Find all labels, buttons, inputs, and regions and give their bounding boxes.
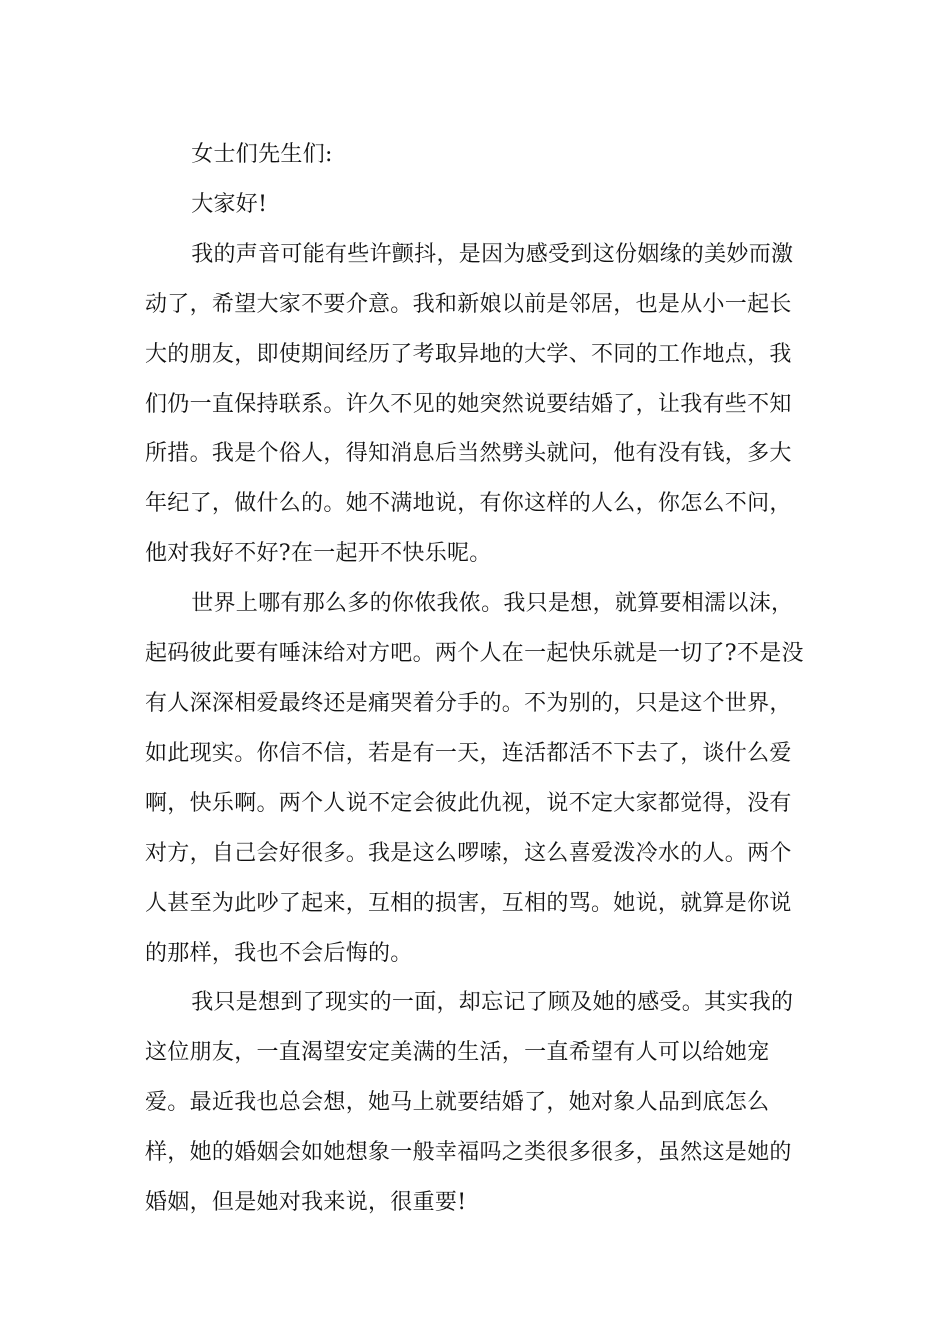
paragraph-2: 世界上哪有那么多的你侬我侬。我只是想，就算要相濡以沫，起码彼此要有唾沫给对方吧。两个人在一起快乐就是一切了?不是没有人深深相爱最终还是痛哭着分手的。不为别的，只是这个世界，如此现实。你信不信，若是有一天，连活都活不下去了，谈什么爱啊，快乐啊。两个人说不定会彼此仇视，说不定大家都觉得，没有对方，自己会好很多。我是这么啰嗦，这么喜爱泼冷水的人。两个人甚至为此吵了起来，互相的损害，互相的骂。她说，就算是你说的那样，我也不会后悔的。 <box>145 591 804 966</box>
salutation: 女士们先生们: <box>191 142 333 167</box>
paragraph-3: 我只是想到了现实的一面，却忘记了顾及她的感受。其实我的这位朋友，一直渴望安定美满的生活，一直希望有人可以给她宠爱。最近我也总会想，她马上就要结婚了，她对象人品到底怎么样，她的婚姻会如她想象一般幸福吗之类很多很多，虽然这是她的婚姻，但是她对我来说，很重要! <box>145 990 794 1216</box>
greeting: 大家好! <box>191 191 268 217</box>
paragraph-1: 我的声音可能有些许颤抖，是因为感受到这份姻缘的美妙而激动了，希望大家不要介意。我和新娘以前是邻居，也是从小一起长大的朋友，即使期间经历了考取异地的大学、不同的工作地点，我们仍一直保持联系。许久不见的她突然说要结婚了，让我有些不知所措。我是个俗人，得知消息后当然劈头就问，他有没有钱，多大年纪了，做什么的。她不满地说，有你这样的人么，你怎么不问，他对我好不好?在一起开不快乐呢。 <box>145 241 794 567</box>
speech-body <box>145 130 813 1228</box>
